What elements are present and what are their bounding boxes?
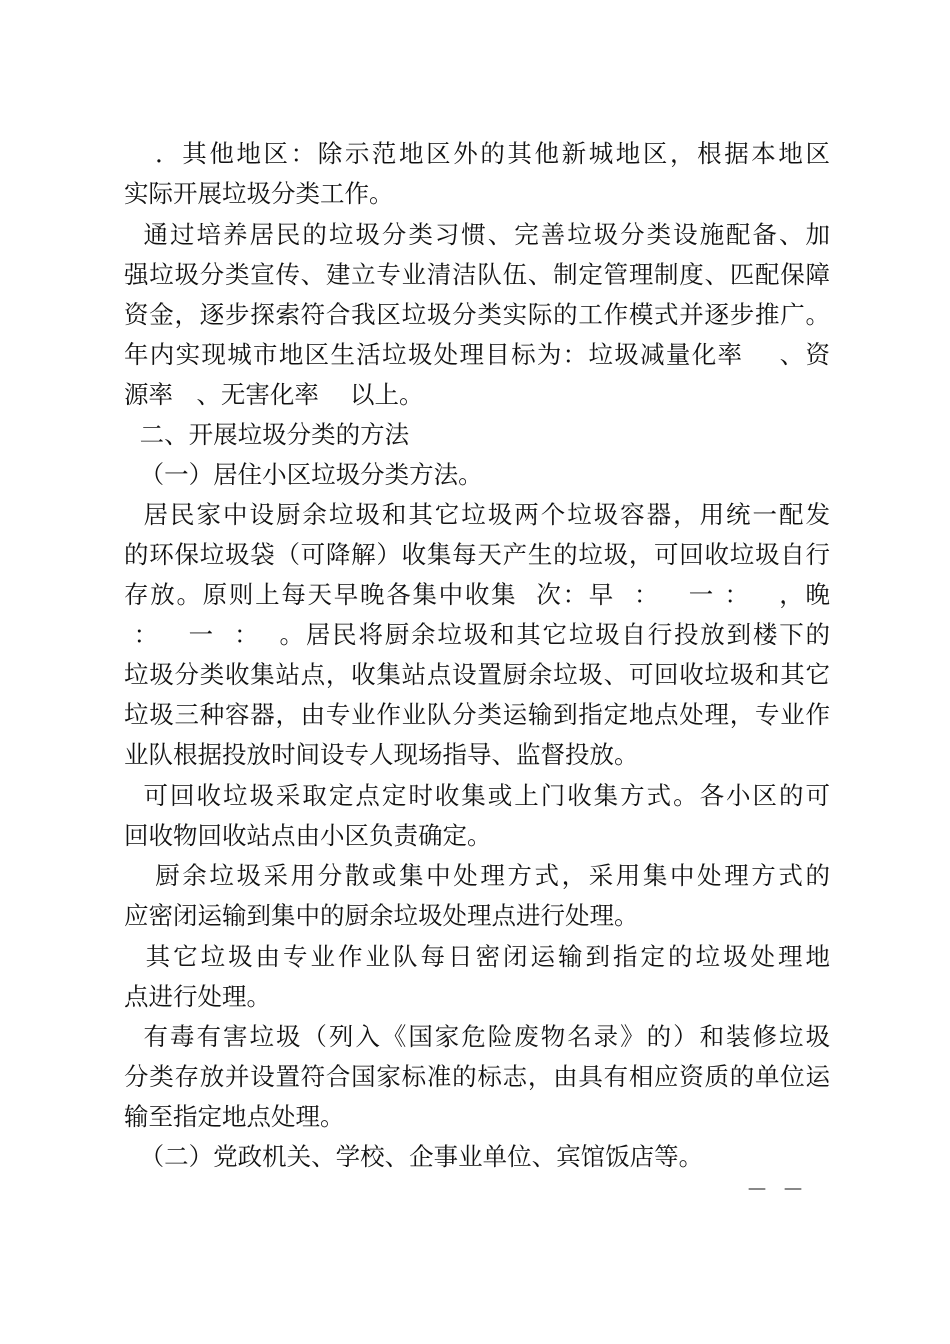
paragraph-line: 回收物回收站点由小区负责确定。 <box>124 821 492 850</box>
paragraph-line: 有毒有害垃圾（列入《国家危险废物名录》的）和装修垃圾 <box>124 1022 830 1051</box>
paragraph-line: 点进行处理。 <box>124 982 271 1011</box>
paragraph-line: 垃圾分类收集站点，收集站点设置厨余垃圾、可回收垃圾和其它 <box>124 660 830 689</box>
paragraph-line: 业队根据投放时间设专人现场指导、监督投放。 <box>124 740 639 769</box>
subsection-heading: （二）党政机关、学校、企事业单位、宾馆饭店等。 <box>124 1142 704 1171</box>
paragraph-line: 其它垃圾由专业作业队每日密闭运输到指定的垃圾处理地 <box>124 942 830 971</box>
paragraph-line: 可回收垃圾采取定点定时收集或上门收集方式。各小区的可 <box>124 781 830 810</box>
subsection-heading: （一）居住小区垃圾分类方法。 <box>124 460 483 489</box>
paragraph-line: ： 一 ： 。居民将厨余垃圾和其它垃圾自行投放到楼下的 <box>124 620 830 649</box>
paragraph-line: 年内实现城市地区生活垃圾处理目标为：垃圾减量化率 、资 <box>124 340 830 369</box>
page-number-marker: － － <box>746 1178 804 1203</box>
paragraph-line: 居民家中设厨余垃圾和其它垃圾两个垃圾容器，用统一配发 <box>124 500 830 529</box>
paragraph-line: 输至指定地点处理。 <box>124 1102 345 1131</box>
paragraph-line: 的环保垃圾袋（可降解）收集每天产生的垃圾，可回收垃圾自行 <box>124 540 830 569</box>
paragraph-line: 垃圾三种容器，由专业作业队分类运输到指定地点处理，专业作 <box>124 700 830 729</box>
paragraph-line: 厨余垃圾采用分散或集中处理方式，采用集中处理方式的 <box>124 861 830 890</box>
paragraph-line: 存放。原则上每天早晚各集中收集 次：早 ： 一 ： ，晚 <box>124 580 830 609</box>
section-heading: 二、开展垃圾分类的方法 <box>124 420 410 449</box>
paragraph-line: 强垃圾分类宣传、建立专业清洁队伍、制定管理制度、匹配保障 <box>124 260 830 289</box>
paragraph-line: ．其他地区：除示范地区外的其他新城地区，根据本地区 <box>124 139 830 168</box>
paragraph-line: 分类存放并设置符合国家标准的标志，由具有相应资质的单位运 <box>124 1062 830 1091</box>
paragraph-line: 资金，逐步探索符合我区垃圾分类实际的工作模式并逐步推广。 <box>124 300 830 329</box>
paragraph-line: 实际开展垃圾分类工作。 <box>124 179 394 208</box>
paragraph-line: 源率 、无害化率 以上。 <box>124 380 424 409</box>
paragraph-line: 应密闭运输到集中的厨余垃圾处理点进行处理。 <box>124 901 639 930</box>
paragraph-line: 通过培养居民的垃圾分类习惯、完善垃圾分类设施配备、加 <box>124 220 830 249</box>
